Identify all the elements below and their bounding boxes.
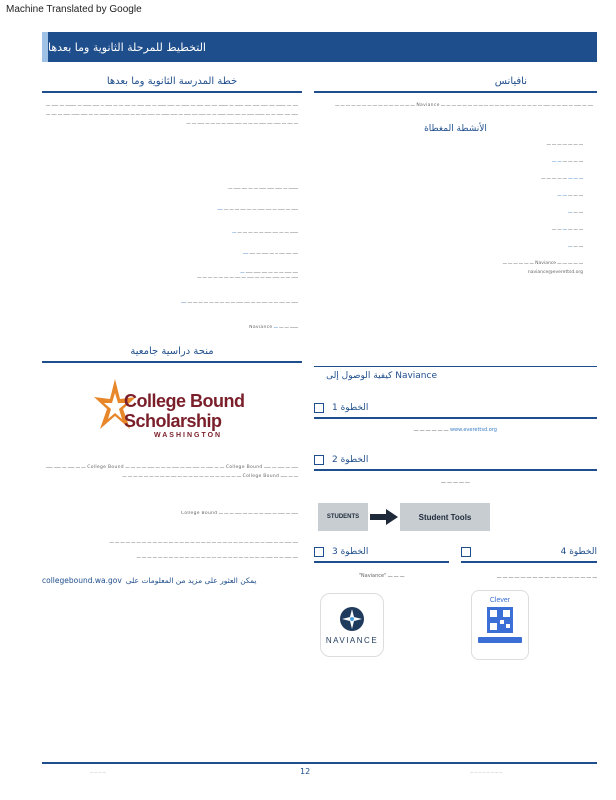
- naviance-logo-text: NAVIANCE: [325, 635, 379, 645]
- activity-5: ـــ ـــ ـــ: [568, 210, 583, 215]
- clever-logo-text: Clever: [489, 597, 511, 604]
- step-1-label: الخطوة 1: [332, 403, 369, 413]
- naviance-email[interactable]: naviance@everettsd.org: [527, 270, 583, 275]
- scholarship-item-2: ــــ ـــــ ـــ ـــ ـــــ ـــ ـــ ـــ ـــ ـــ ـــ ـــ ـــ ـــ ـــ ـــ ـــ ـــ ـــ ـــ ـــ ـــ ـــ ـــ ـــ ـــ ـــ ـــ ـــ ـــ ـــ ـــ ـــ ـــ: [109, 540, 298, 545]
- plan-item-1: ـــــــ ـــ ـــــ ـــــ ـــــ ـــ ـــ ــــ ـــــ ـــ: [228, 186, 298, 191]
- step-3-col: [314, 547, 449, 660]
- step-4-col: [461, 547, 597, 660]
- plan-item-3: ــــــ ـــ ـــ ــــ ـــــ ـــ ـــ ـــ ـــ ـــ ـــ: [232, 230, 298, 235]
- step-3-checkbox[interactable]: [314, 547, 324, 557]
- plan-item-4: ــــ ــــ ــــ ــ ـــ ـــــ ـــ ــــ ــــ: [243, 251, 298, 256]
- everett-site-link[interactable]: www.everettsd.org: [449, 427, 497, 433]
- scholarship-link-line: [42, 576, 302, 585]
- naviance-logo-card[interactable]: [320, 593, 449, 657]
- activity-3: ـــ ـــ ـــ ـــ ـــ ـــ ـــ ـــ: [541, 176, 583, 181]
- activity-1: ـــ ـــ ـــ ـــ ـــ ـــ ـــ: [546, 142, 583, 147]
- college-bound-logo: [92, 377, 252, 455]
- access-section: [314, 366, 597, 660]
- activity-6: ـــ ـــ ـــ ـــ ـــ ـــ: [552, 227, 583, 232]
- step-2-text: ـــ ـــ ـــ ـــ ـــ: [441, 479, 470, 485]
- clever-badge-bar: [478, 637, 522, 643]
- naviance-paragraph: ــــ ـــ ـــــ ـــ ــــ ـــ ـــ ـــــ ـــ ـــ ـــ ـــ ـــ ـــ ـــ ـــ ـــ ـــ ـــ ـــ ـــ ـــ ـــ ـــ ـــ ـــ ـــ Naviance ـــ ـــ ـــ ـــ ـــ ـــ ـــ ـــ ـــ ـــ ـــ ـــ ـــ ـــ ـــ: [335, 103, 593, 108]
- scholarship-paragraph: ـــــ ـــ ـــــ ـــ ـــــ College Bound ـــ ـــ ـــــ ـــ ـــــ ــــ ـــ ـــــ ـــ ـــ ـــ ـــــ ـــ ـــ ـــ ـــ College Bound ـــ ـــ ـــــ ـــ ـــــ ـــــ ـــ ـــ ـــــ College Bound ـــ ـــ ـــ ـــ ـــ ـــ ـــ ـــ ـــ ـــ ـــ ـــ ــــ ـــ ـــ ـــ ـــ ـــ ـــ ـــ ـــ ـــ: [46, 465, 299, 479]
- plan-paragraph: ــــ ـــ ـــــــ ــــ ـــــ ـــــ ـــــ ــــــ ـــ ـــــــ ــــ ــــ ـــــ ـــ ــــــ ـــ ـــــ ــــــ ـــ ــــ ـــــ ـــ ــــ ـــ ـــ ـــــ ــ ـــــ ــــــ ـــ ــــــــ ـــ ـــــ ـــ ـــــ ــــ ـــــ ـــ ـــ ـــــــ ـــــ ـــ ــــ ـــــ ــــــ ـــ ـــ ـــــ ــــ ـــــ ـــ ـــــ ــــــ ـــ ـــــ ــــ ـــ ـــ ـــــ ــــ ـــ ـــــــ ـــ ـــ ـــــ ــــــ ـــــ ـــ ــــ ـــ ـــ ــــ ـــ ـــــ ــــ ـــــ ـــ ـــ ـــ ـــــ ـــــ ـــ ـــ ـــ ـــ ـــــ ـــ ـــ: [46, 103, 298, 126]
- more-info-text: يمكن العثور على مزيد من المعلومات على: [125, 576, 257, 585]
- activity-4: ـــ ـــ ـــ ـــ ـــ: [557, 193, 583, 198]
- step-4-label: الخطوة 4: [560, 547, 597, 557]
- clever-badge: [471, 590, 529, 660]
- plan-item-6: ـــــ ـــ ـــ ـــــ ــــ ـــ ـــ ـــــ ـــ ــــ ـــ ـــ ـــ ـــ ـــ ـــ ـــ: [197, 275, 298, 280]
- footer-right-text: ـــ ـــ ـــ ـــ ـــ ـــ ـــ ـــ: [470, 770, 503, 774]
- page-number: 12: [300, 767, 311, 776]
- step-3: [314, 547, 449, 557]
- step-2-checkbox[interactable]: [314, 455, 324, 465]
- naviance-compass-icon: [339, 606, 365, 632]
- logo-word-washington: WASHINGTON: [154, 432, 223, 439]
- access-heading: كيفية الوصول إلى Naviance: [326, 371, 437, 381]
- qr-code-icon: [487, 607, 513, 633]
- step-1-text: ـــ ـــ ـــ ـــ ـــ ـــ www.everettsd.org: [414, 427, 497, 433]
- activities-heading: الأنشطة المغطاة: [424, 124, 487, 134]
- naviance-logo: [320, 593, 384, 657]
- footer-left-text: ـــ ـــ ـــ ـــ: [90, 770, 106, 774]
- scholarship-heading: منحة دراسية جامعية: [42, 340, 302, 363]
- naviance-heading: نافيانس: [314, 70, 597, 93]
- plan-heading: خطة المدرسة الثانوية وما بعدها: [42, 70, 302, 93]
- collegebound-link[interactable]: collegebound.wa.gov: [42, 576, 122, 585]
- left-column: [42, 70, 302, 585]
- page-title: [42, 32, 597, 62]
- footer-divider: [42, 762, 597, 764]
- plan-item-5: ــــ ـــــ ـــ ـــ ـــ ــــ ـــــ ـــــ ـــ: [240, 270, 298, 275]
- step-4: [461, 547, 597, 557]
- step-2-divider: [314, 469, 597, 471]
- scholarship-item-1: ـــــ ـــ ـــــ ـــ ـــــ ـــ ـــ ـــ ـــ ـــــ ـــ ـــ ـــ College Bound: [180, 511, 298, 516]
- step-3-label: الخطوة 3: [332, 547, 369, 557]
- step-1: [314, 403, 597, 413]
- clever-badge-card[interactable]: [471, 590, 597, 660]
- students-box: STUDENTS: [318, 503, 368, 531]
- student-tools-box: Student Tools: [400, 503, 490, 531]
- activity-7: ـــ ـــ ـــ: [568, 244, 583, 249]
- step-4-text: ـــ ـــ ـــ ـــ ـــ ـــ ـــ ـــ ـــ ـــ ـــ ـــ ـــ ـــ ـــ ـــ ـــ: [496, 574, 597, 580]
- step-1-divider: [314, 417, 597, 419]
- step-4-divider: [461, 561, 597, 563]
- machine-translated-banner: Machine Translated by Google: [6, 4, 142, 15]
- step-4-checkbox[interactable]: [461, 547, 471, 557]
- students-to-tools-figure: [318, 503, 597, 531]
- steps-3-4-row: [314, 547, 597, 660]
- plan-item-7: ـــــ ـــ ــــ ـــ ـــ ــــ ـــ ـــ ــــ ـــــ ـــ ـــ ـــ ـــ ـــ ـــ ـــ ـــ ـــ ــــ: [181, 300, 298, 305]
- page-title-text: التخطيط للمرحلة الثانوية وما بعدها: [48, 40, 206, 54]
- activity-2: ـــ ـــ ـــ ـــ ـــ ـــ: [552, 159, 583, 164]
- logo-word-scholarship: Scholarship: [124, 411, 222, 431]
- right-arrow-icon: [368, 507, 400, 527]
- step-3-divider: [314, 561, 449, 563]
- contact-line: [318, 270, 583, 275]
- scholarship-item-3: ــــ ـــــ ـــ ـــ ـــــ ـــ ـــ ـــ ـــ ـــ ـــ ـــ ـــ ـــ ـــ ـــ ـــ ـــ ـــ ـــ ـــ ـــ ـــ ـــ ـــ ـــ ـــ ـــ ـــ: [136, 555, 298, 560]
- plan-item-2: ـــــ ـــ ـــــ ـــ ــــ ـــــ ـــ ـــ ــــ ـــ ـــ ـــ ــــ: [217, 207, 298, 212]
- step-3-text: "Naviance" ـــ ـــ ـــ: [358, 573, 405, 579]
- activity-8: ـــ ـــ ـــ ـــ ـــ Naviance ـــ ـــ ـــ ـــ ـــ ـــ: [502, 261, 583, 266]
- logo-word-college-bound: College Bound: [124, 391, 245, 411]
- plan-item-8: ــــــ ـــ ـــ ـــ Naviance: [249, 325, 298, 330]
- right-column: [314, 70, 597, 287]
- step-1-checkbox[interactable]: [314, 403, 324, 413]
- step-2-label: الخطوة 2: [332, 455, 369, 465]
- step-2: [314, 455, 597, 465]
